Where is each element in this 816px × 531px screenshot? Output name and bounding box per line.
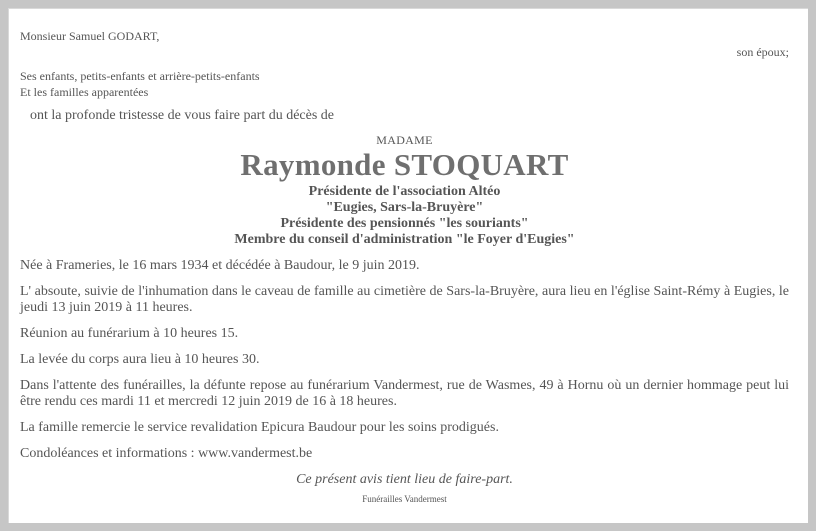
notice-content [20, 28, 789, 505]
deceased-title: Présidente de l'association Altéo [308, 184, 501, 199]
salutation: MADAME [376, 133, 433, 147]
deceased-title: "Eugies, Sars-la-Bruyère" [325, 200, 484, 215]
family-line-children: Ses enfants, petits-enfants et arrière-petits-enfants [20, 69, 260, 83]
family-line-relatives: Et les familles apparentées [20, 85, 149, 99]
departure-paragraph: La levée du corps aura lieu à 10 heures 30. [20, 352, 260, 367]
meeting-paragraph: Réunion au funérarium à 10 heures 15. [20, 326, 239, 341]
deceased-title: Présidente des pensionnés "les souriants" [280, 216, 529, 231]
birth-death-paragraph: Née à Frameries, le 16 mars 1934 et décédée à Baudour, le 9 juin 2019. [20, 258, 420, 273]
condolences-paragraph: Condoléances et informations : www.vandermest.be [20, 446, 313, 461]
deceased-title: Membre du conseil d'administration "le Foyer d'Eugies" [234, 232, 575, 247]
deceased-name: Raymonde STOQUART [240, 147, 569, 182]
ceremony-paragraph: L' absoute, suivie de l'inhumation dans le caveau de famille au cimetière de Sars-la-Bruyère, aura lieu en l'église Saint-Rémy à Eugies, le jeudi 13 juin 2019 à 11 heures. [20, 284, 789, 315]
funeral-director-credit: Funérailles Vandermest [362, 494, 447, 504]
thanks-paragraph: La famille remercie le service revalidation Epicura Baudour pour les soins prodigués. [20, 420, 499, 435]
notice-statement: Ce présent avis tient lieu de faire-part. [296, 472, 513, 487]
obituary-notice [8, 8, 808, 523]
funeral-home-paragraph: Dans l'attente des funérailles, la défunte repose au funérarium Vandermest, rue de Wasmes, 49 à Hornu où un dernier hommage peut lui être rendu ces mardi 11 et mercredi 12 juin 2019 de 16 à 18 heures. [20, 378, 789, 409]
announcement-line: ont la profonde tristesse de vous faire part du décès de [30, 108, 335, 123]
family-line-spouse-role: son époux; [736, 45, 789, 59]
family-line-spouse: Monsieur Samuel GODART, [20, 29, 160, 43]
